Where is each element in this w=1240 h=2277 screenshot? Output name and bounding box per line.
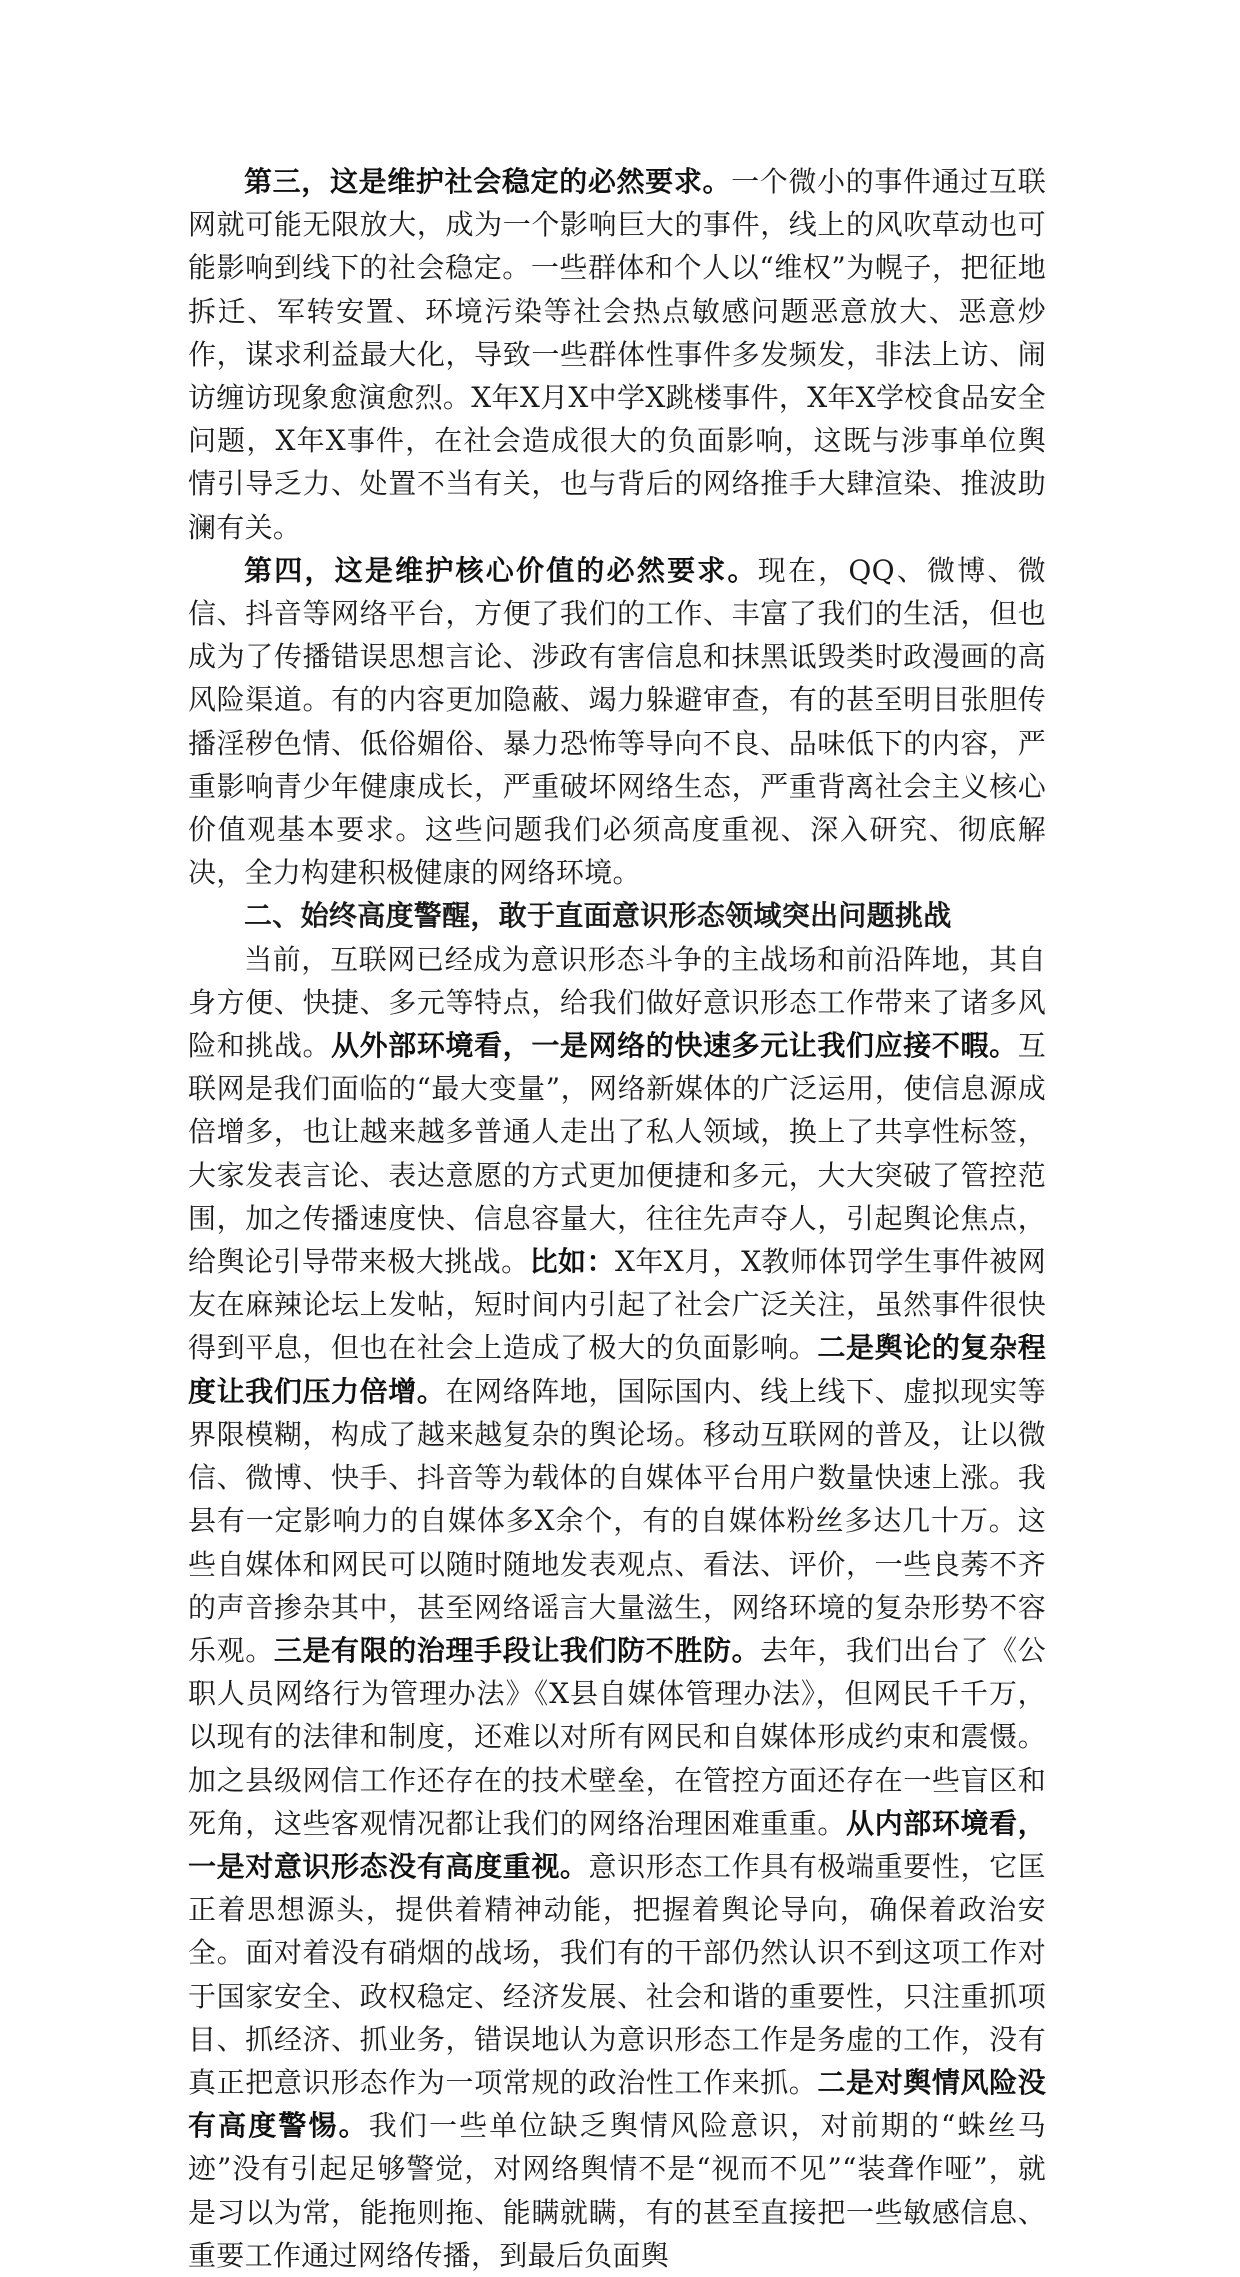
example-label: 比如： (529, 1245, 615, 1279)
section-heading (188, 894, 1046, 937)
paragraph-challenges (188, 938, 1046, 2277)
paragraph-text: 意识形态工作具有极端重要性，它匡正着思想源头，提供着精神动能，把握着舆论导向，确保着政治安全。面对着没有硝烟的战场，我们有的干部仍然认识不到这项工作对于国家安全、政权稳定、经济发展、社会和谐的重要性，只注重抓项目、抓经济、抓业务，错误地认为意识形态工作是务虚的工作，没有真正把意识形态作为一项常规的政治性工作来抓。 (188, 1849, 1046, 2099)
paragraph-text: 一个微小的事件通过互联网就可能无限放大，成为一个影响巨大的事件，线上的风吹草动也可能影响到线下的社会稳定。一些群体和个人以“维权”为幌子，把征地拆迁、军转安置、环境污染等社会热点敏感问题恶意放大、恶意炒作，谋求利益最大化，导致一些群体性事件多发频发，非法上访、闹访缠访现象愈演愈烈。X年X月X中学X跳楼事件，X年X学校食品安全问题，X年X事件，在社会造成很大的负面影响，这既与涉事单位舆情引导乏力、处置不当有关，也与背后的网络推手大肆渲染、推波助澜有关。 (188, 165, 1046, 544)
point-external-two: 二是舆论的复杂程度让我们压力倍增。 (188, 1331, 1046, 1408)
paragraph-text: X年X月，X教师体罚学生事件被网友在麻辣论坛上发帖，短时间内引起了社会广泛关注，虽然事件很快得到平息，但也在社会上造成了极大的负面影响。 (188, 1245, 1046, 1365)
point-external-one: 从外部环境看，一是网络的快速多元让我们应接不暇。 (331, 1029, 1018, 1063)
paragraph-text: 在网络阵地，国际国内、线上线下、虚拟现实等界限模糊，构成了越来越复杂的舆论场。移动互联网的普及，让以微信、微博、快手、抖音等为载体的自媒体平台用户数量快速上涨。我县有一定影响力的自媒体多X余个，有的自媒体粉丝多达几十万。这些自媒体和网民可以随时随地发表观点、看法、评价，一些良莠不齐的声音掺杂其中，甚至网络谣言大量滋生，网络环境的复杂形势不容乐观。 (188, 1374, 1046, 1667)
document-body (188, 160, 1046, 2277)
paragraph-lead-bold: 第四，这是维护核心价值的必然要求。 (244, 553, 758, 587)
section-heading-text: 二、始终高度警醒，敢于直面意识形态领域突出问题挑战 (244, 899, 952, 933)
paragraph-text: 互联网是我们面临的“最大变量”，网络新媒体的广泛运用，使信息源成倍增多，也让越来越多普通人走出了私人领域，换上了共享性标签，大家发表言论、表达意愿的方式更加便捷和多元，大大突破了管控范围，加之传播速度快、信息容量大，往往先声夺人，引起舆论焦点，给舆论引导带来极大挑战。 (188, 1029, 1046, 1279)
paragraph-lead-bold: 第三，这是维护社会稳定的必然要求。 (244, 165, 732, 198)
paragraph-text: 去年，我们出台了《公职人员网络行为管理办法》《X县自媒体管理办法》，但网民千千万，以现有的法律和制度，还难以对所有网民和自媒体形成约束和震慑。加之县级网信工作还存在的技术壁垒，在管控方面还存在一些盲区和死角，这些客观情况都让我们的网络治理困难重重。 (188, 1633, 1046, 1840)
point-external-three: 三是有限的治理手段让我们防不胜防。 (273, 1633, 761, 1667)
paragraph-text: 我们一些单位缺乏舆情风险意识，对前期的“蛛丝马迹”没有引起足够警觉，对网络舆情不是“视而不见”“装聋作哑”，就是习以为常，能拖则拖、能瞒就瞒，有的甚至直接把一些敏感信息、重要工作通过网络传播，到最后负面舆 (188, 2109, 1046, 2272)
point-internal-one: 从内部环境看，一是对意识形态没有高度重视。 (188, 1806, 1046, 1883)
paragraph-third-requirement (188, 160, 1046, 549)
paragraph-text: 当前，互联网已经成为意识形态斗争的主战场和前沿阵地，其自身方便、快捷、多元等特点，给我们做好意识形态工作带来了诸多风险和挑战。 (188, 942, 1046, 1063)
paragraph-text: 现在，QQ、微博、微信、抖音等网络平台，方便了我们的工作、丰富了我们的生活，但也成为了传播错误思想言论、涉政有害信息和抹黑诋毁类时政漫画的高风险渠道。有的内容更加隐蔽、竭力躲避审查，有的甚至明目张胆传播淫秽色情、低俗媚俗、暴力恐怖等导向不良、品味低下的内容，严重影响青少年健康成长，严重破坏网络生态，严重背离社会主义核心价值观基本要求。这些问题我们必须高度重视、深入研究、彻底解决，全力构建积极健康的网络环境。 (188, 553, 1046, 890)
point-internal-two: 二是对舆情风险没有高度警惕。 (188, 2065, 1046, 2143)
paragraph-fourth-requirement (188, 549, 1046, 895)
